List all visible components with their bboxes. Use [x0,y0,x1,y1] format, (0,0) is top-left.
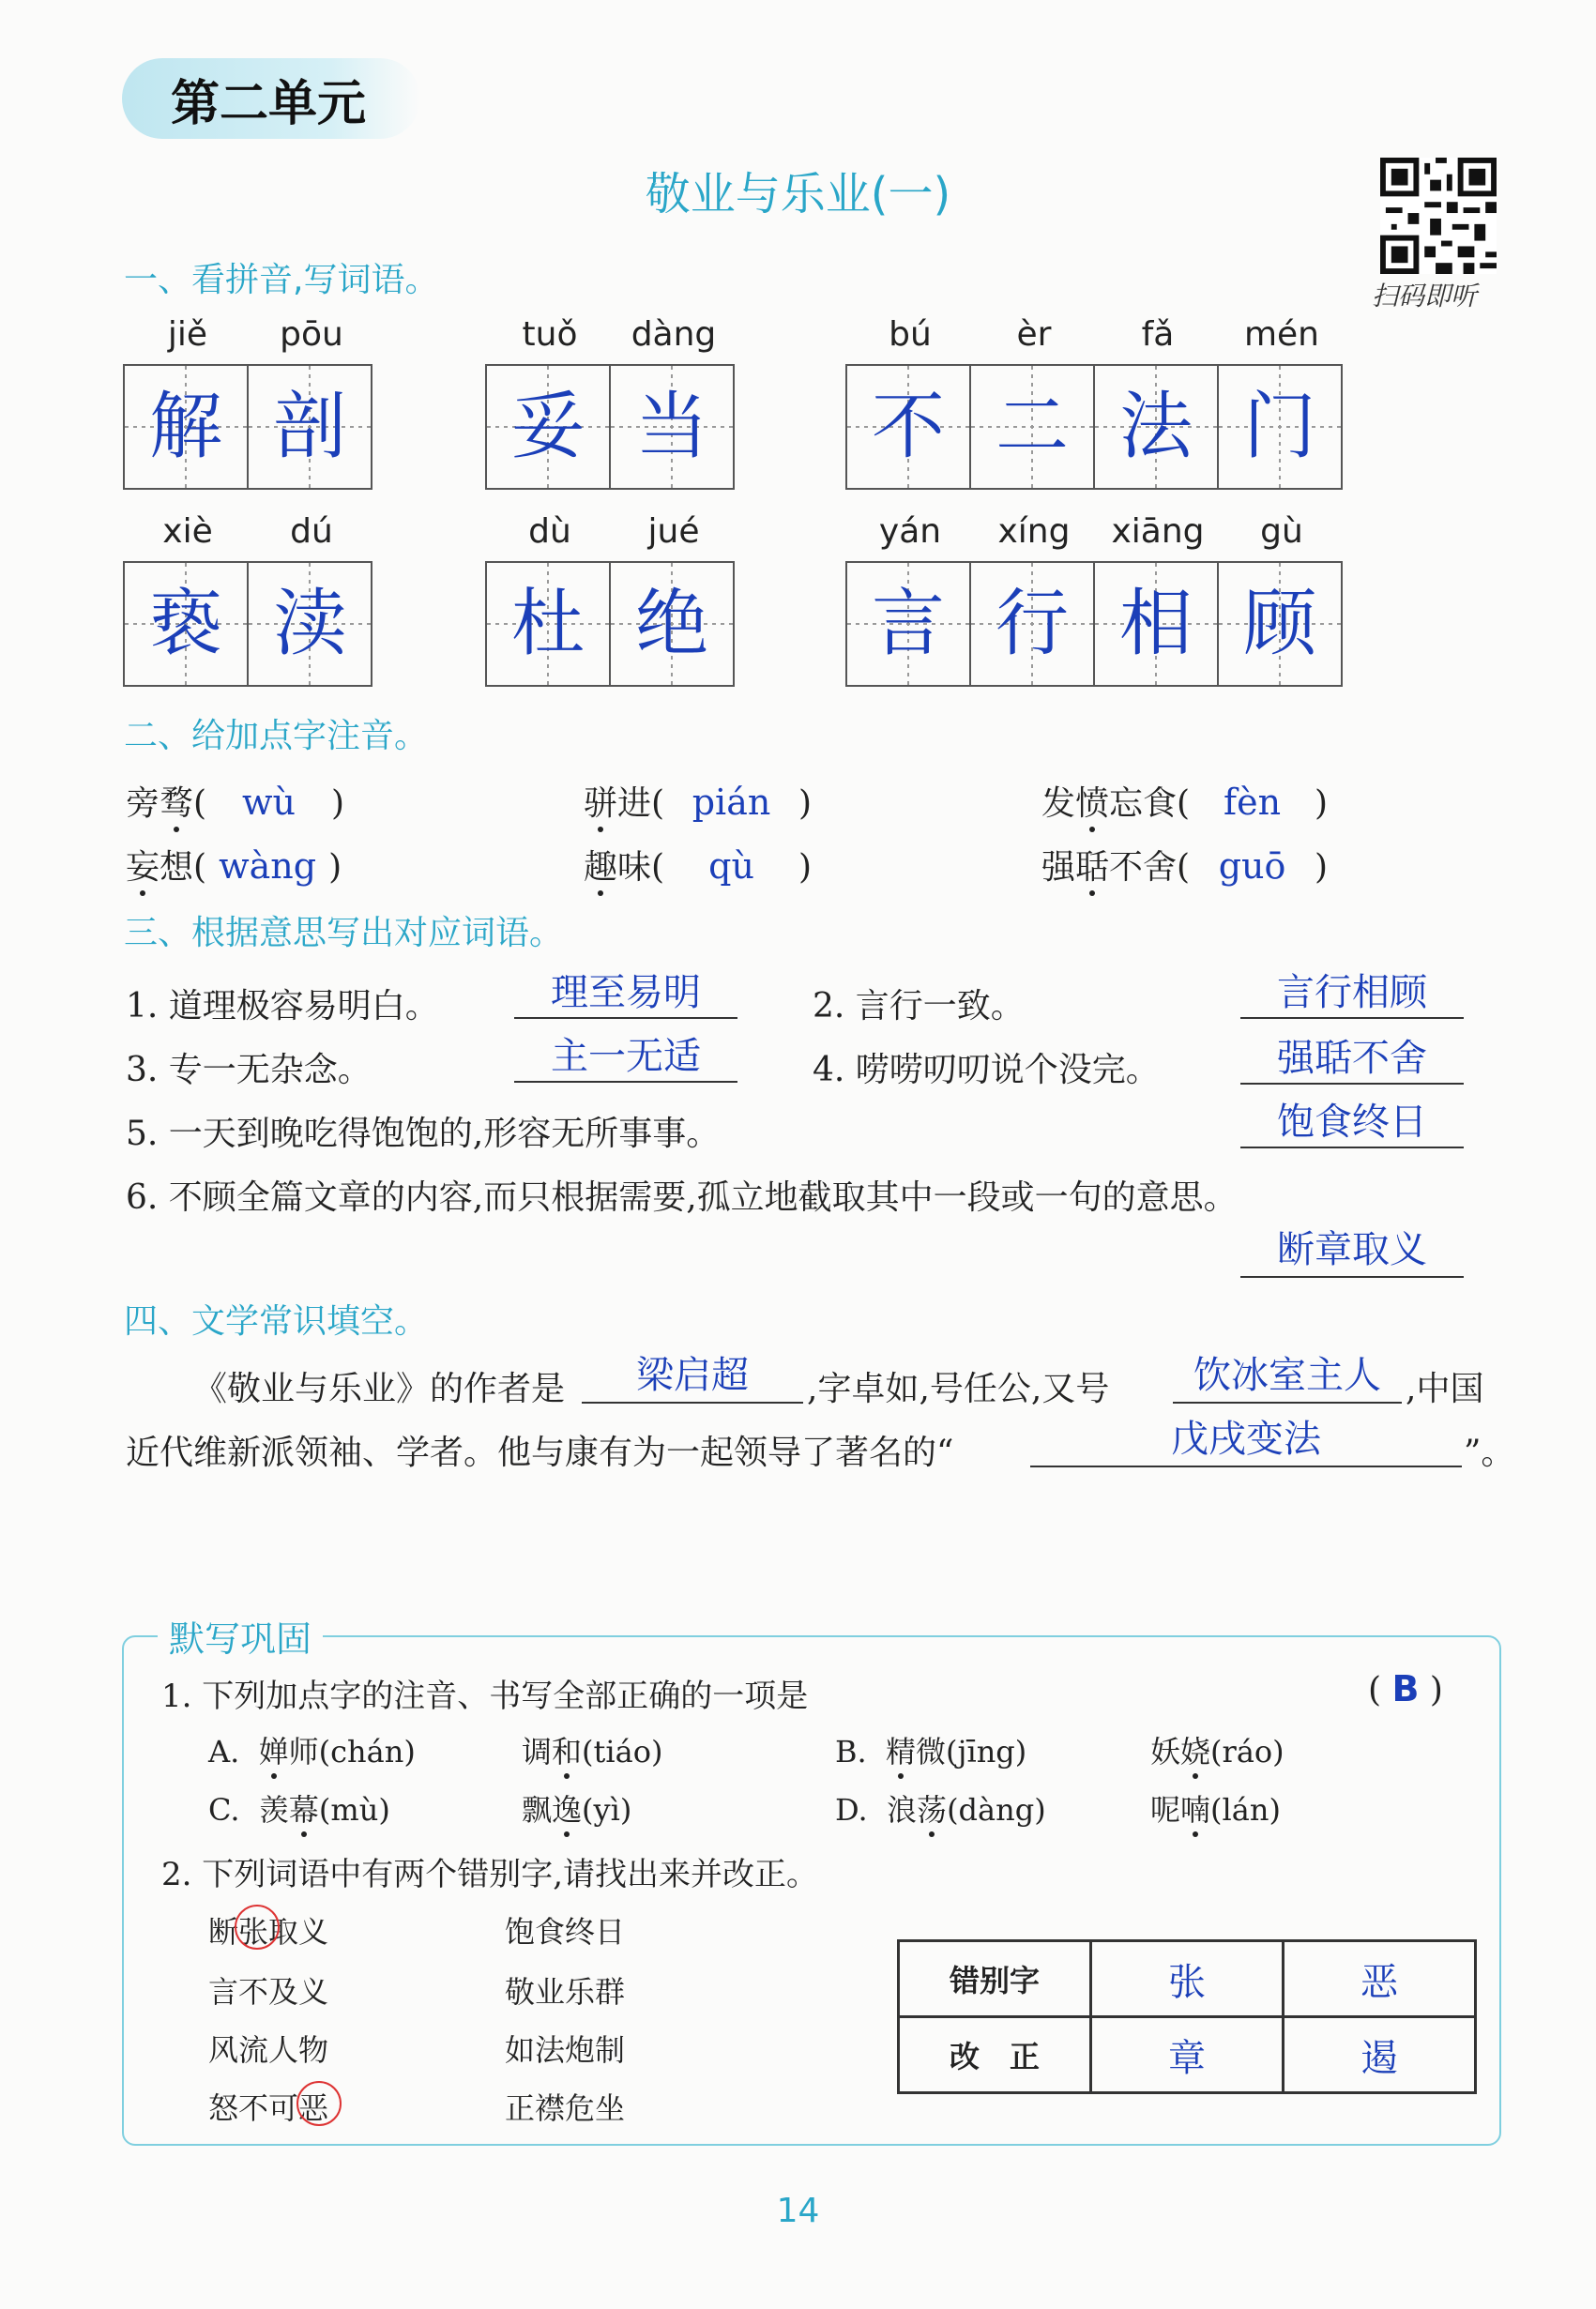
word-item: 言不及义 [208,1974,329,2010]
answer-text: 戊戌变法 [1171,1418,1321,1461]
meaning-question: 3. 专一无杂念。 [126,1051,372,1089]
answer-char: 言 [871,582,945,666]
phonetic-item: 骈进( pián ) [584,782,813,823]
pinyin: bú [889,315,932,354]
mc-option-c-2: 飘逸(yì) [522,1792,632,1828]
answer-text: 主一无适 [551,1035,701,1078]
typo-circle [296,2081,342,2126]
pinyin: yán [878,512,942,551]
mc-option-b-2: 妖娆(ráo) [1150,1734,1284,1770]
word-item: 敬业乐群 [505,1974,626,2010]
phonetic-item: 强聒不舍( guō ) [1041,845,1329,887]
word-item: 风流人物 [208,2032,329,2068]
answer-char: 当 [634,385,708,469]
pinyin: xíng [997,512,1071,551]
pinyin: dàng [631,315,717,354]
pinyin: tuǒ [522,315,578,354]
wrong-char: 张 [1091,1941,1284,2017]
answer-char: 妥 [510,385,585,469]
answer-char: 杜 [510,582,585,666]
char-grid [485,364,735,490]
answer-text: 强聒不舍 [1277,1037,1427,1080]
char-grid [845,561,1343,687]
answer-text: 言行相顾 [1277,971,1427,1014]
answer-char: 亵 [148,582,222,666]
pinyin: gù [1260,512,1303,551]
answer-text: 梁启超 [636,1354,749,1397]
phonetic-item: 旁骛( wù ) [126,782,345,823]
answer-char: 渎 [272,582,346,666]
qr-label: 扫码即听 [1372,281,1478,311]
phonetic-item: 妄想( wàng ) [126,845,342,887]
mc-question: 1. 下列加点字的注音、书写全部正确的一项是 [161,1678,809,1715]
section-4-title: 四、文学常识填空。 [124,1302,429,1341]
meaning-question: 1. 道理极容易明白。 [126,987,439,1025]
mc-option-a: A. 婵师(chán) [208,1734,416,1770]
answer-text: 断章取义 [1277,1228,1427,1271]
mc-option-b: B. 精微(jīng) [835,1734,1027,1770]
answer-text: 理至易明 [551,971,701,1014]
phonetic-item: 趣味( qù ) [584,845,813,887]
pinyin: xiè [162,512,213,551]
pinyin: pōu [280,315,343,354]
lit-text: 《敬业与乐业》的作者是 [193,1370,566,1408]
pinyin: dù [528,512,571,551]
page-number: 14 [776,2192,820,2230]
meaning-question: 5. 一天到晚吃得饱饱的,形容无所事事。 [126,1115,721,1153]
section-3-title: 三、根据意思写出对应词语。 [124,914,564,952]
answer-char: 不 [871,385,945,469]
lit-text: 近代维新派领袖、学者。他与康有为一起领导了著名的“ [126,1434,954,1472]
answer-text: 饮冰室主人 [1193,1354,1381,1397]
answer-char: 相 [1118,582,1193,666]
answer-text: 饱食终日 [1277,1101,1427,1144]
pinyin: jiě [167,315,208,354]
lit-text: ,中国 [1406,1370,1484,1408]
answer-char: 门 [1242,385,1316,469]
answer-char: 法 [1118,385,1193,469]
lit-text: ,字卓如,号任公,又号 [807,1370,1110,1408]
char-grid [123,364,372,490]
char-grid [485,561,735,687]
correction-table [897,1939,1477,2094]
correct-char: 章 [1091,2017,1284,2093]
qr-code-icon[interactable] [1379,158,1497,274]
typo-question: 2. 下列词语中有两个错别字,请找出来并改正。 [161,1856,819,1893]
mc-option-d-2: 呢喃(lán) [1150,1792,1281,1828]
lit-text: ”。 [1464,1434,1515,1472]
char-grid [123,561,372,687]
wrong-char: 恶 [1284,1941,1476,2017]
meaning-question: 2. 言行一致。 [813,987,1025,1025]
answer-char: 解 [148,385,222,469]
lesson-title: 敬业与乐业(一) [645,168,951,220]
table-header: 改 正 [899,2017,1091,2093]
word-item: 如法炮制 [505,2032,626,2068]
mc-option-a-2: 调和(tiáo) [522,1734,663,1770]
consolidation-title: 默写巩固 [158,1610,323,1662]
pinyin: xiāng [1111,512,1205,551]
word-item: 正襟危坐 [505,2090,626,2126]
mc-answer-slot: ( B ) [1368,1668,1443,1709]
word-item: 怒不可恶 [208,2090,329,2126]
word-item: 断张取义 [208,1914,329,1950]
pinyin: jué [647,512,700,551]
pinyin: mén [1243,315,1320,354]
answer-char: 剖 [272,385,346,469]
correct-char: 遏 [1284,2017,1476,2093]
pinyin: fǎ [1141,315,1175,354]
phonetic-item: 发愤忘食( fèn ) [1041,782,1329,823]
char-grid [845,364,1343,490]
meaning-question: 6. 不顾全篇文章的内容,而只根据需要,孤立地截取其中一段或一句的意思。 [126,1178,1238,1217]
mc-option-d: D. 浪荡(dàng) [835,1792,1046,1828]
typo-circle [235,1905,280,1950]
pinyin: èr [1016,315,1052,354]
answer-char: 顾 [1242,582,1316,666]
section-2-title: 二、给加点字注音。 [124,717,429,755]
word-item: 饱食终日 [505,1914,626,1950]
section-1-title: 一、看拼音,写词语。 [124,261,439,299]
table-header: 错别字 [899,1941,1091,2017]
meaning-question: 4. 唠唠叨叨说个没完。 [813,1051,1160,1089]
answer-char: 行 [995,582,1069,666]
pinyin: dú [290,512,333,551]
answer-char: 绝 [634,582,708,666]
mc-option-c: C. 羡幕(mù) [208,1792,390,1828]
answer-char: 二 [995,385,1069,469]
unit-title: 第二单元 [171,76,367,132]
